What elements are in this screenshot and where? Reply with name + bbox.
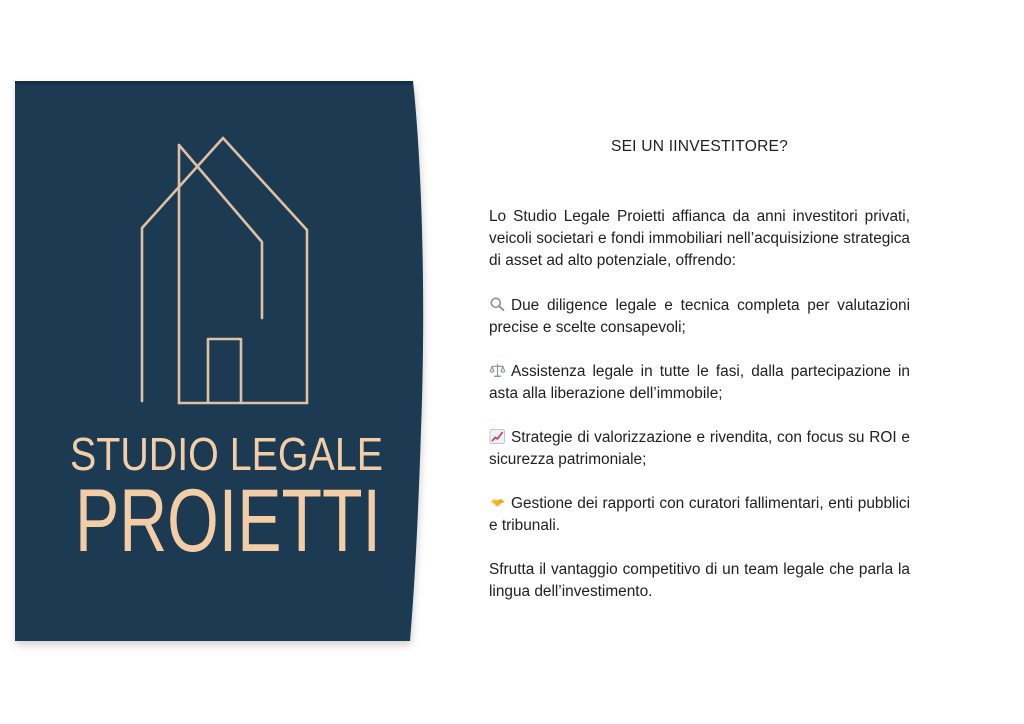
outro-paragraph: Sfrutta il vantaggio competitivo di un team legale che parla la lingua dell’investimento. (489, 561, 910, 600)
chart-up-icon (489, 428, 506, 445)
bullet-text: Gestione dei rapporti con curatori fallimentari, enti pubblici e tribunali. (489, 495, 910, 534)
handshake-icon (489, 494, 506, 511)
content-column (489, 136, 910, 603)
bullet-strategie (489, 427, 910, 471)
bullet-gestione-rapporti (489, 493, 910, 537)
brand-panel (0, 0, 460, 700)
bullet-text: Due diligence legale e tecnica completa per valutazioni precise e scelte consapevoli; (489, 297, 910, 336)
bullet-assistenza-legale (489, 361, 910, 405)
bullet-text: Assistenza legale in tutte le fasi, dalla partecipazione in asta alla liberazione dell’immobile; (489, 363, 910, 402)
logo-wordmark-line2: PROIETTI (75, 470, 381, 570)
bullet-due-diligence (489, 295, 910, 339)
logo-wordmark-line1: STUDIO LEGALE (70, 428, 383, 480)
magnifier-icon (489, 296, 506, 313)
intro-paragraph: Lo Studio Legale Proietti affianca da anni investitori privati, veicoli societari e fondi immobiliari nell’acquisizione strategica di asset ad alto potenziale, offrendo: (489, 208, 910, 269)
panel-top-edge (15, 81, 413, 85)
scales-icon (489, 362, 506, 379)
page-title: SEI UN IINVESTITORE? (610, 138, 789, 155)
bullet-text: Strategie di valorizzazione e rivendita, con focus su ROI e sicurezza patrimoniale; (489, 429, 910, 468)
